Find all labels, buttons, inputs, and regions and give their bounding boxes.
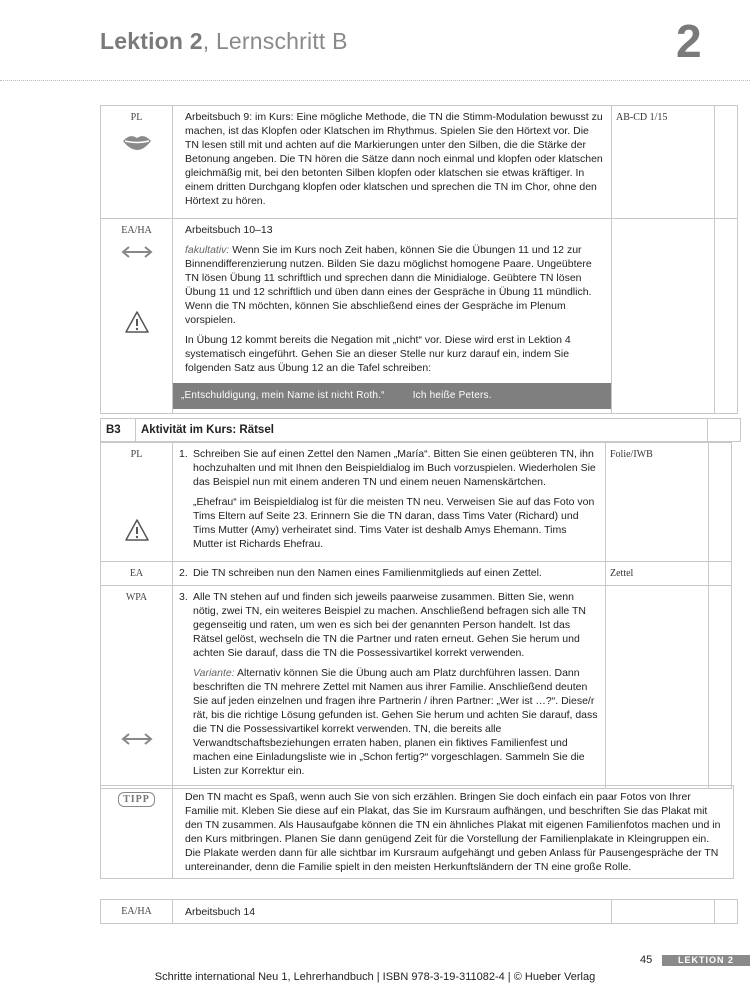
block-arbeitsbuch	[100, 105, 738, 414]
table-row	[101, 586, 732, 789]
tipp-badge-cell	[101, 786, 173, 879]
table-row	[101, 900, 738, 924]
board-correction: Ich heiße Peters.	[412, 390, 492, 401]
tipp-text: Den TN macht es Spaß, wenn auch Sie von sich erzählen. Bringen Sie doch einfach ein paar Fotos von Ihrer Familie mit. Kleben Sie diese auf ein Plakat, das Sie im Kursraum aufhängen, und beschriften Sie das Plakat mit den TN zusammen. Als Hausaufgabe können die TN ein ähnliches Plakat mit eigenen Familienfotos machen und in den Kurs mitbringen. Planen Sie dann genügend Zeit für die Vorstellung der Familienplakate in Kleingruppen ein. Die Plakate werden dann für alle sichtbar im Kursraum aufgehängt und geben Anlass für Pausengespräche der TN untereinander, denn die Familie spielt in den meisten Herkunftsländern der TN eine große Rolle.	[173, 786, 734, 879]
exercise-heading: Arbeitsbuch 10–13	[185, 224, 273, 236]
table-row	[101, 443, 732, 562]
social-form: EA/HA	[121, 225, 152, 236]
tipp-block	[100, 785, 734, 879]
step-1-text: Schreiben Sie auf einen Zettel den Namen „María“. Bitten Sie einen geübteren TN, ihn hochzuhalten und mit Ihnen den Beispieldialog im Buch vorzuspielen. Wiederholen Sie das Beispiel nun mit einem anderen TN und einem neuen Namenskärtchen.	[193, 448, 596, 488]
section-header-row	[101, 419, 741, 442]
content-cell	[173, 586, 606, 789]
material-cell: Zettel	[606, 562, 709, 586]
table-row	[101, 562, 732, 586]
instruction-text: Arbeitsbuch 9: im Kurs: Eine mögliche Methode, die TN die Stimm-Modulation bewusst zu machen, ist das Klopfen oder Klatschen im Rhythmus. Spielen Sie den Hörtext vor. Die TN lesen still mit und achten auf die Markierungen unter den Silben, die die Stärke der Betonung angeben. Die TN hören die Sätze dann noch einmal und klopfen oder klatschen gleichmäßig mit, bei den betonten Silben klopfen oder klatschen sie etwas kräftiger. In einem dritten Durchgang klopfen oder klatschen und sprechen die TN im Chor, ohne den Hörtext zu hören.	[185, 111, 603, 207]
content-cell	[173, 219, 612, 414]
content-cell: Arbeitsbuch 14	[173, 900, 612, 924]
lesson-label: Lektion 2	[100, 28, 203, 54]
form-cell	[101, 219, 173, 414]
step-1: 1. Schreiben Sie auf einen Zettel den Namen „María“. Bitten Sie einen geübteren TN, ihn hochzuhalten und mit Ihnen den Beispieldialog im Buch vorzuspielen. Wiederholen Sie das Beispiel nun mit einem anderen TN und einem neuen Namenskärtchen. „Ehefrau“ im Beispieldialog ist für die meisten TN neu. Verweisen Sie auf das Foto von Tims Eltern auf Seite 23. Erinnern Sie die TN daran, dass Tims Vater (Richard) und Tims Mutter (Amy) verheiratet sind. Tims Vater ist deshalb Amys Ehemann. Tims Mutter ist Richards Ehefrau.	[179, 447, 599, 557]
material-cell	[612, 900, 715, 924]
content-cell	[173, 443, 606, 562]
content-cell	[173, 106, 612, 219]
content-cell	[173, 562, 606, 586]
step-2-text: Die TN schreiben nun den Namen eines Familienmitglieds auf einen Zettel.	[193, 567, 542, 579]
tipp-badge: TIPP	[118, 792, 155, 807]
board-example	[173, 383, 611, 409]
block-b3	[100, 418, 741, 442]
blank-cell	[715, 900, 738, 924]
blank-cell	[715, 219, 738, 414]
step-1-note: „Ehefrau“ im Beispieldialog ist für die meisten TN neu. Verweisen Sie auf das Foto von Tims Eltern auf Seite 23. Erinnern Sie die TN daran, dass Tims Vater (Richard) und Tims Mutter (Amy) verheiratet sind. Tims Vater ist deshalb Amys Ehemann. Tims Mutter ist Richards Ehefrau.	[193, 496, 595, 550]
section-title: Aktivität im Kurs: Rätsel	[136, 419, 708, 442]
step-label: , Lernschritt B	[202, 28, 348, 54]
blank-cell	[715, 106, 738, 219]
step-3: 3. Alle TN stehen auf und finden sich jeweils paarweise zusammen. Bitten Sie, wenn nötig, zwei TN, ein weiteres Beispiel zu machen. Anschließend befragen sich alle TN gegenseitig und raten, um wen es sich bei der genannten Person handelt. Ist das Rätsel gelöst, wechseln die TN die Partner und raten erneut. Gehen Sie herum und achten Sie darauf, dass die TN die Possessivartikel korrekt verwenden. Variante: Alternativ können Sie die Übung auch am Platz durchführen lassen. Dann beschriften die TN mehrere Zettel mit Namen aus ihrer Familie. Anschließend deuten Sie auf jeden einzelnen und fragen ihre Partnerin / ihren Partner: „Wer ist …?“. Diese/r rät, bis die richtige Lösung gefunden ist. Gehen Sie herum und achten Sie darauf, dass die TN die Possessivartikel korrekt verwenden. TN, die bereits alle Verwandtschaftsbeziehungen erraten haben, planen ein fiktives Familienfest und machen eine Einladungsliste wie in „Schon fertig?“ vorgeschlagen. Sammeln Sie die Listen zur Korrektur ein.	[179, 591, 598, 777]
publisher-credit: Schritte international Neu 1, Lehrerhandbuch | ISBN 978-3-19-311082-4 | © Hueber Verlag	[154, 971, 596, 983]
form-cell	[101, 562, 173, 586]
block-arbeitsbuch-14	[100, 899, 738, 924]
step-2: 2. Die TN schreiben nun den Namen eines Familienmitglieds auf einen Zettel.	[179, 567, 542, 579]
form-cell	[101, 900, 173, 924]
blank-cell	[709, 443, 732, 562]
blank-cell	[709, 586, 732, 789]
lips-icon	[122, 133, 152, 151]
page-title	[100, 28, 348, 55]
social-form: EA	[129, 568, 144, 579]
label-fakultativ: fakultativ:	[185, 244, 230, 256]
table-row	[101, 786, 734, 879]
double-arrow-icon	[121, 733, 153, 745]
social-form: WPA	[125, 592, 148, 603]
blank-cell	[708, 419, 741, 442]
material-cell	[606, 586, 709, 789]
negation-note: In Übung 12 kommt bereits die Negation mit „nicht“ vor. Diese wird erst in Lektion 4 systematisch eingeführt. Gehen Sie an dieser Stelle nur kurz darauf ein, indem Sie folgenden Satz aus Übung 12 an die Tafel schreiben:	[185, 334, 571, 374]
block-b3-rows	[100, 442, 732, 789]
material-cell: AB-CD 1/15	[612, 106, 715, 219]
board-sentence: „Entschuldigung, mein Name ist nicht Roth.“	[181, 390, 385, 401]
form-cell	[101, 586, 173, 789]
material-cell: Folie/IWB	[606, 443, 709, 562]
warning-icon	[124, 518, 150, 542]
social-form: PL	[130, 449, 143, 460]
double-arrow-icon	[121, 246, 153, 258]
section-code: B3	[101, 419, 136, 442]
lesson-tab: LEKTION 2	[662, 955, 750, 966]
form-cell	[101, 443, 173, 562]
warning-icon	[124, 310, 150, 334]
variant-text: Variante: Alternativ können Sie die Übung auch am Platz durchführen lassen. Dann beschriften die TN mehrere Zettel mit Namen aus ihrer Familie. Anschließend deuten Sie auf jeden einzelnen und fragen ihre Partnerin / ihren Partner: „Wer ist …?“. Diese/r rät, bis die richtige Lösung gefunden ist. Gehen Sie herum und achten Sie darauf, dass die TN die Possessivartikel korrekt verwenden. TN, die bereits alle Verwandtschaftsbeziehungen erraten haben, planen ein fiktives Familienfest und machen eine Einladungsliste wie in „Schon fertig?“ vorgeschlagen. Sammeln Sie die Listen zur Korrektur ein.	[193, 667, 598, 777]
label-variante: Variante:	[193, 667, 235, 679]
social-form: EA/HA	[121, 906, 152, 917]
material-cell	[612, 219, 715, 414]
lesson-number: 2	[676, 15, 702, 67]
page-header	[0, 0, 750, 81]
step-3-text: Alle TN stehen auf und finden sich jeweils paarweise zusammen. Bitten Sie, wenn nötig, zwei TN, ein weiteres Beispiel zu machen. Anschließend befragen sich alle TN gegenseitig und raten, um wen es sich bei der genannten Person handelt. Ist das Rätsel gelöst, wechseln die TN die Partner und raten erneut. Gehen Sie herum und achten Sie darauf, dass die TN die Possessivartikel korrekt verwenden.	[193, 591, 586, 659]
page-number: 45	[640, 954, 653, 966]
optional-text: fakultativ: Wenn Sie im Kurs noch Zeit haben, können Sie die Übungen 11 und 12 zur Binnendifferenzierung nutzen. Bilden Sie dazu möglichst homogene Paare. Ungeübtere TN lösen Übung 11 schriftlich und sprechen dann die Minidialoge. Geübtere TN lösen Übung 11 und 12 schriftlich und üben dann eines der Gespräche in Übung 11 mündlich. Wenn die TN möchten, können Sie abschließend eines der Gespräche im Plenum vorspielen.	[185, 244, 592, 326]
form-cell	[101, 106, 173, 219]
table-row	[101, 106, 738, 219]
table-row	[101, 219, 738, 414]
social-form: PL	[130, 112, 143, 123]
blank-cell	[709, 562, 732, 586]
